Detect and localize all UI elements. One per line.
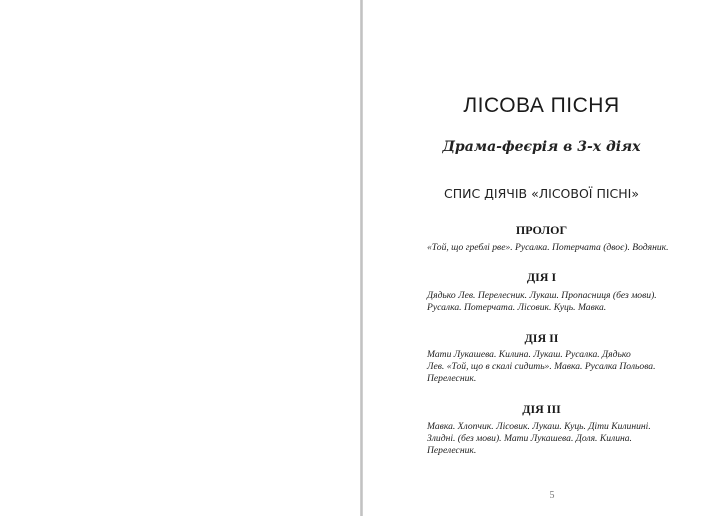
text-line: Мавка. Хлопчик. Лісовик. Лукаш. Куць. Діти Килинині. bbox=[427, 421, 651, 432]
text-line: Перелесник. bbox=[427, 445, 477, 456]
section-text-act-2 bbox=[427, 349, 707, 385]
text-line: Злидні. (без мови). Мати Лукашева. Доля. Килина. bbox=[427, 433, 632, 444]
section-heading-act-3: ДІЯ ІІІ bbox=[522, 402, 561, 416]
section-text-act-3 bbox=[427, 421, 707, 457]
page-number: 5 bbox=[549, 490, 555, 501]
play-subtitle: Драма-феєрія в 3-х діях bbox=[442, 139, 641, 155]
cast-list-heading: СПИС ДІЯЧІВ «ЛІСОВОЇ ПІСНІ» bbox=[443, 186, 640, 201]
section-heading-prologue: ПРОЛОГ bbox=[515, 223, 568, 237]
play-title: ЛІСОВА ПІСНЯ bbox=[463, 94, 620, 117]
text-line: Лев. «Той, що в скалі сидить». Мавка. Русалка Польова. bbox=[427, 361, 656, 372]
section-text-act-1 bbox=[427, 290, 707, 314]
text-line: Русалка. Потерчата. Лісовик. Куць. Мавка. bbox=[427, 302, 607, 313]
section-heading-act-1: ДІЯ І bbox=[526, 270, 557, 284]
text-line: Мати Лукашева. Килина. Лукаш. Русалка. Дядько bbox=[427, 349, 631, 360]
section-text-prologue bbox=[427, 242, 707, 254]
right-page bbox=[363, 0, 720, 516]
section-heading-act-2: ДІЯ ІІ bbox=[524, 331, 559, 345]
text-line: Перелесник. bbox=[427, 373, 477, 384]
text-line: «Той, що греблі рве». Русалка. Потерчата (двоє). Водяник. bbox=[427, 242, 669, 253]
text-line: Дядько Лев. Перелесник. Лукаш. Пропасниця (без мови). bbox=[427, 290, 657, 301]
